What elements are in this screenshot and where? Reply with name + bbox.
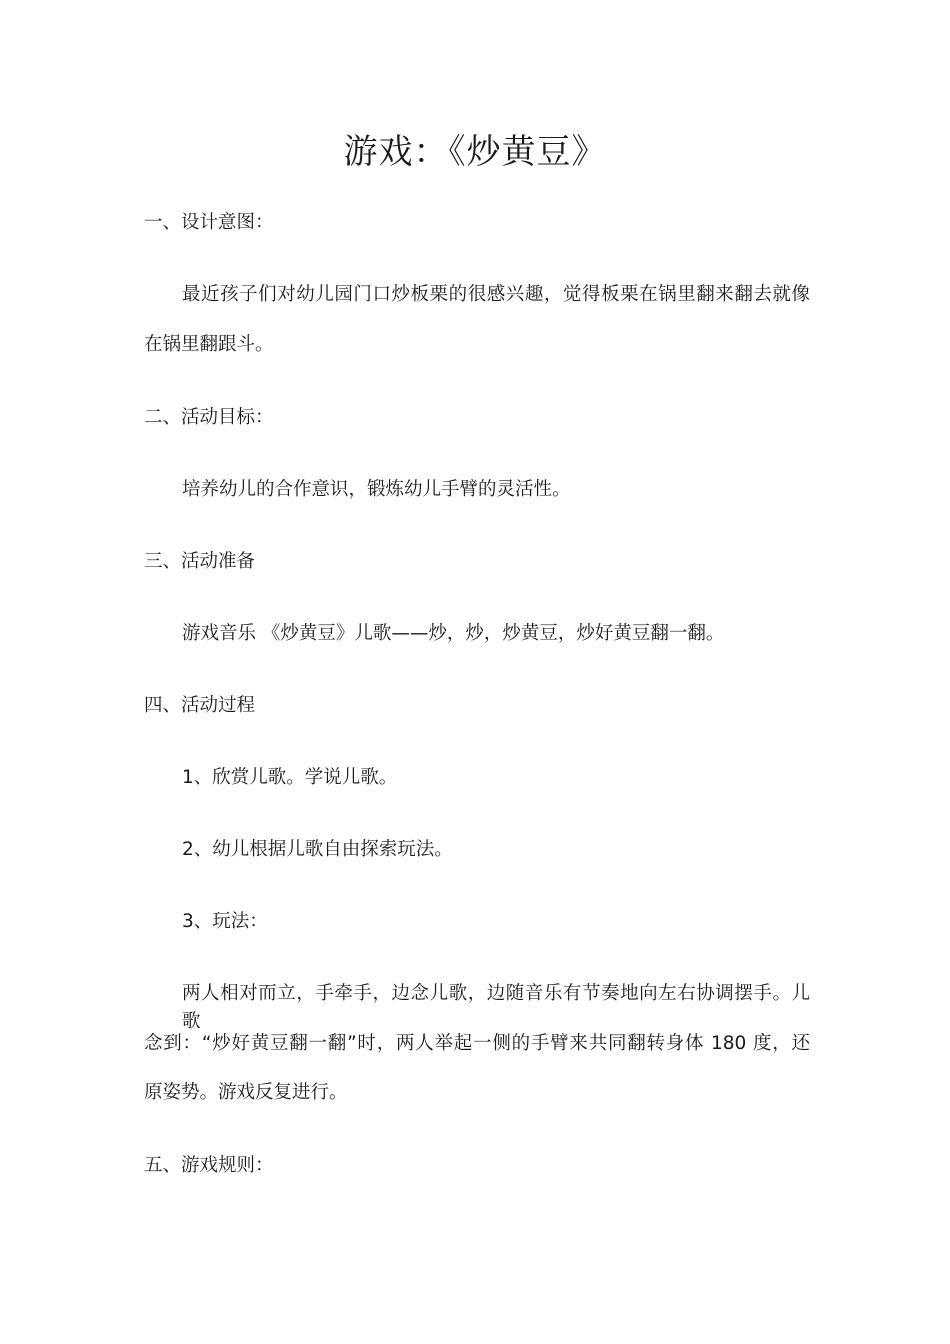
process-step-2: 2、幼儿根据儿歌自由探索玩法。 [182,839,453,860]
section-heading-activity-goals: 二、活动目标： [144,407,274,428]
activity-goals-paragraph: 培养幼儿的合作意识，锻炼幼儿手臂的灵活性。 [182,479,571,500]
gameplay-paragraph-line-3: 原姿势。游戏反复进行。 [144,1082,348,1103]
section-heading-activity-process: 四、活动过程 [144,695,256,716]
design-intent-paragraph-line-1: 最近孩子们对幼儿园门口炒板栗的很感兴趣，觉得板栗在锅里翻来翻去就像 [182,284,810,305]
design-intent-paragraph-line-2: 在锅里翻跟斗。 [144,334,274,355]
section-heading-design-intent: 一、设计意图： [144,212,274,233]
process-step-3: 3、玩法： [182,911,268,932]
section-heading-activity-preparation: 三、活动准备 [144,551,256,572]
gameplay-paragraph-line-1: 两人相对而立，手牵手，边念儿歌，边随音乐有节奏地向左右协调摆手。儿歌 [182,983,810,1032]
document-title: 游戏：《炒黄豆》 [343,132,607,172]
activity-preparation-paragraph: 游戏音乐 《炒黄豆》儿歌——炒，炒，炒黄豆，炒好黄豆翻一翻。 [182,623,725,644]
process-step-1: 1、欣赏儿歌。学说儿歌。 [182,767,398,788]
section-heading-game-rules: 五、游戏规则： [144,1155,274,1176]
gameplay-paragraph-line-2: 念到：“炒好黄豆翻一翻”时，两人举起一侧的手臂来共同翻转身体 180 度，还 [144,1033,810,1054]
